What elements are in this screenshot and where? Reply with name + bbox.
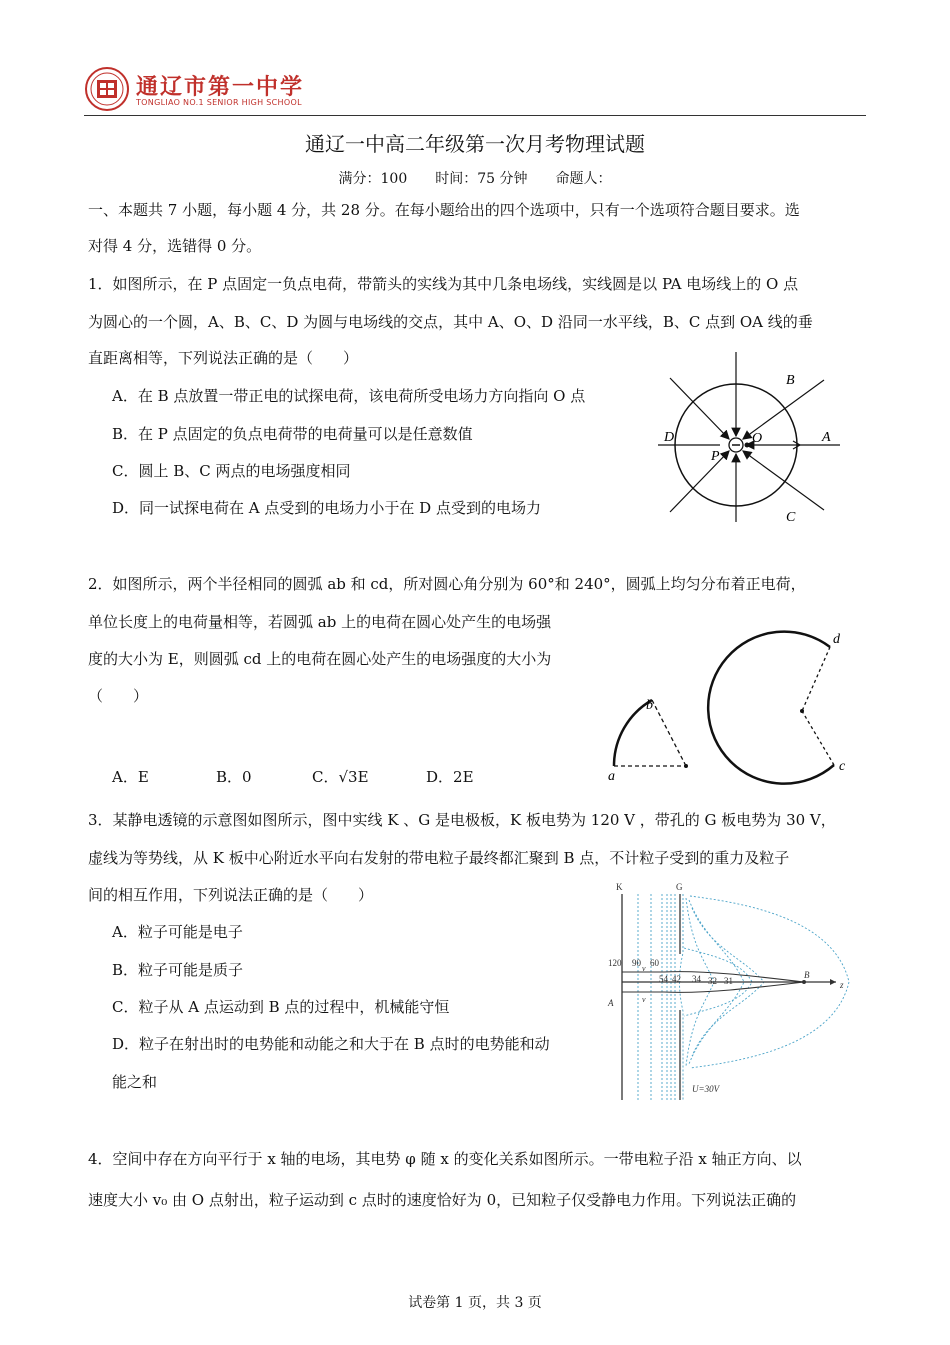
q3-potential-31: 31 [724,976,733,986]
q3-line3: 间的相互作用，下列说法正确的是（ ） [88,886,374,904]
q2-line4: （ ） [88,687,149,705]
q3-potential-54: 54 [659,974,668,984]
q4-line2: 速度大小 v₀ 由 O 点射出，粒子运动到 c 点时的速度恰好为 0，已知粒子仅受静电力作用。下列说法正确的 [88,1191,797,1209]
q2-option-d: D．2E [426,768,474,786]
q3-option-a: A．粒子可能是电子 [112,923,243,941]
q1-option-d: D．同一试探电荷在 A 点受到的电场力小于在 D 点受到的电场力 [112,499,541,517]
q3-option-d: D．粒子在射出时的电势能和动能之和大于在 B 点时的电势能和动 [112,1035,550,1053]
q3-label-a: A [608,998,614,1008]
q2-label-a: a [608,769,615,784]
q3-electrostatic-lens-diagram [604,878,866,1104]
section-intro-line2: 对得 4 分，选错得 0 分。 [88,237,262,255]
q3-label-z: z [840,980,844,990]
q2-option-a: A．E [112,768,149,786]
page-footer: 试卷第 1 页，共 3 页 [408,1295,542,1311]
q3-potential-34: 34 [692,974,701,984]
q3-potential-90: 90 [632,958,641,968]
school-logo [84,66,130,112]
q3-option-c: C．粒子从 A 点运动到 B 点的过程中，机械能守恒 [112,998,450,1016]
q2-option-c: C．√3E [312,768,369,786]
q1-label-a: A [822,430,831,445]
q1-option-c: C．圆上 B、C 两点的电场强度相同 [112,462,351,480]
q3-label-k: K [616,882,623,892]
q1-label-o: O [752,431,763,446]
q4-line1: 4．空间中存在方向平行于 x 轴的电场，其电势 φ 随 x 的变化关系如图所示。一带电粒子沿 x 轴正方向、以 [88,1150,802,1168]
q3-option-b: B．粒子可能是质子 [112,961,244,979]
q3-option-d-continued: 能之和 [112,1073,158,1091]
q2-label-d: d [833,632,840,647]
school-name-en: TONGLIAO NO.1 SENIOR HIGH SCHOOL [136,98,302,107]
q3-label-v-top: v [642,964,646,973]
q3-potential-32: 32 [708,976,717,986]
q1-option-b: B．在 P 点固定的负点电荷带的电荷量可以是任意数值 [112,425,473,443]
q3-label-g: G [676,882,683,892]
q3-line2: 虚线为等势线，从 K 板中心附近水平向右发射的带电粒子最终都汇聚到 B 点，不计粒子受到的重力及粒子 [88,849,790,867]
q1-line1: 1．如图所示，在 P 点固定一负点电荷，带箭头的实线为其中几条电场线，实线圆是以 PA 电场线上的 O 点 [88,275,799,293]
q2-arc-diagram [604,625,864,785]
q3-potential-120: 120 [608,958,622,968]
exam-meta: 满分：100 时间：75 分钟 命题人： [338,171,612,187]
q2-option-b: B．0 [216,768,252,786]
q2-line1: 2．如图所示，两个半径相同的圆弧 ab 和 cd，所对圆心角分别为 60°和 240°，圆弧上均匀分布着正电荷， [88,575,806,593]
q2-label-c: c [839,759,846,774]
q1-line3: 直距离相等，下列说法正确的是（ ） [88,349,359,367]
q2-line3: 度的大小为 E，则圆弧 cd 上的电荷在圆心处产生的电场强度的大小为 [88,650,552,668]
q1-label-p: P [711,449,720,464]
q1-field-diagram [650,350,850,530]
header-rule [84,115,866,116]
q3-label-v-bottom: v [642,995,646,1004]
q1-label-b: B [786,373,795,388]
q3-label-b: B [804,970,810,980]
q3-label-u: U=30V [692,1084,720,1094]
q1-option-a: A．在 B 点放置一带正电的试探电荷，该电荷所受电场力方向指向 O 点 [112,387,586,405]
q1-line2: 为圆心的一个圆，A、B、C、D 为圆与电场线的交点，其中 A、O、D 沿同一水平线，B、C 点到 OA 线的垂 [88,313,813,331]
q1-label-d: D [664,430,675,445]
section-intro-line1: 一、本题共 7 小题，每小题 4 分，共 28 分。在每小题给出的四个选项中，只有一个选项符合题目要求。选 [88,201,800,219]
q2-label-b: b [646,698,653,713]
q1-label-c: C [786,510,796,525]
q3-potential-42: 42 [672,974,681,984]
q3-line1: 3．某静电透镜的示意图如图所示，图中实线 K 、G 是电极板，K 板电势为 120 V ，带孔的 G 板电势为 30 V， [88,811,836,829]
exam-title: 通辽一中高二年级第一次月考物理试题 [305,132,645,156]
school-name-cn: 通辽市第一中学 [136,75,305,100]
q3-potential-60: 60 [650,958,659,968]
q2-line2: 单位长度上的电荷量相等，若圆弧 ab 上的电荷在圆心处产生的电场强 [88,613,552,631]
